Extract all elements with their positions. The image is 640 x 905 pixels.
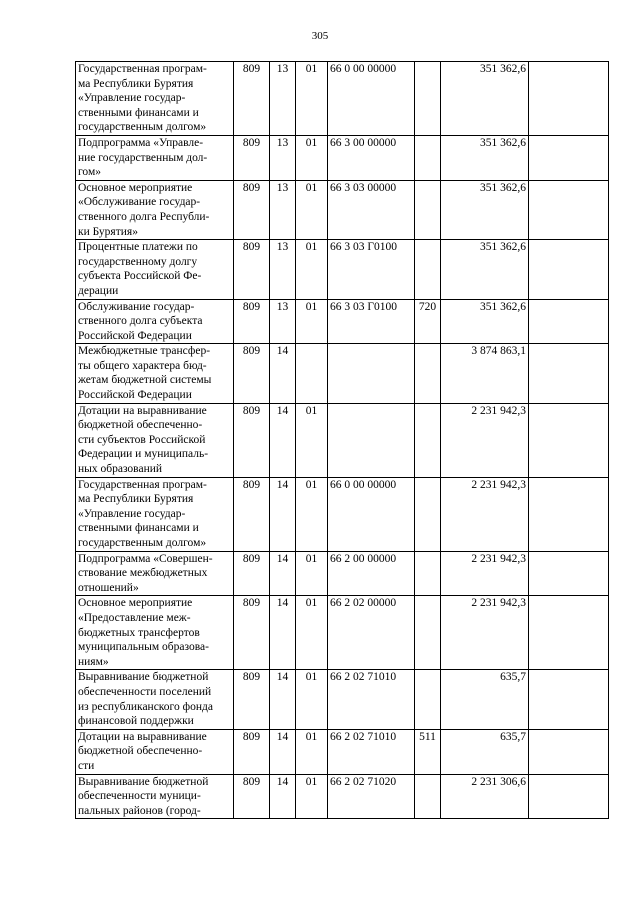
cell-name-line: бюджетных трансфертов	[78, 626, 200, 639]
cell-name	[76, 299, 234, 344]
cell-name	[76, 670, 234, 729]
cell-name-line: ственными финансами и	[78, 106, 199, 119]
cell-name-line: из республиканского фонда	[78, 700, 213, 713]
cell-amount: 351 362,6	[441, 240, 529, 299]
table-body	[76, 62, 609, 819]
cell-name-line: государственному долгу	[78, 255, 198, 268]
cell-amount: 351 362,6	[441, 62, 529, 136]
cell-name-line: Российской Федерации	[78, 389, 192, 402]
table-row	[76, 729, 609, 774]
cell-name	[76, 344, 234, 403]
cell-name-line: ных образований	[78, 463, 163, 476]
cell-name-line: ниям»	[78, 655, 109, 668]
cell-name-line: пальных районов (город-	[78, 804, 201, 817]
cell-extra	[529, 299, 609, 344]
cell-amount: 351 362,6	[441, 135, 529, 180]
cell-name	[76, 240, 234, 299]
cell-section: 14	[270, 403, 296, 477]
page-number: 305	[311, 30, 329, 42]
cell-subsection: 01	[296, 240, 328, 299]
cell-expense-type	[415, 774, 441, 819]
cell-name-line: ма Республики Бурятия	[78, 493, 194, 506]
cell-name-line: Межбюджетные трансфер-	[78, 345, 211, 358]
cell-name-line: «Управление государ-	[78, 92, 186, 105]
cell-subsection: 01	[296, 62, 328, 136]
cell-name	[76, 774, 234, 819]
table-row	[76, 670, 609, 729]
cell-amount: 635,7	[441, 729, 529, 774]
cell-extra	[529, 596, 609, 670]
cell-name-line: обеспеченности поселений	[78, 685, 212, 698]
cell-target-article	[328, 403, 415, 477]
cell-ved: 809	[234, 596, 270, 670]
cell-extra	[529, 774, 609, 819]
cell-target-article: 66 3 03 00000	[328, 180, 415, 239]
cell-section: 14	[270, 551, 296, 596]
cell-name-line: Дотации на выравнивание	[78, 404, 207, 417]
cell-ved: 809	[234, 551, 270, 596]
cell-ved: 809	[234, 180, 270, 239]
cell-name-line: Федерации и муниципаль-	[78, 448, 209, 461]
cell-name-line: отношений»	[78, 581, 139, 594]
cell-extra	[529, 551, 609, 596]
cell-name-line: сти	[78, 759, 95, 772]
cell-subsection: 01	[296, 774, 328, 819]
cell-name-line: бюджетной обеспеченно-	[78, 419, 203, 432]
cell-target-article: 66 3 00 00000	[328, 135, 415, 180]
cell-name-line: Государственная програм-	[78, 478, 207, 491]
table-row	[76, 596, 609, 670]
cell-section: 14	[270, 774, 296, 819]
cell-name	[76, 596, 234, 670]
cell-amount: 2 231 306,6	[441, 774, 529, 819]
cell-name-line: бюджетной обеспеченно-	[78, 745, 203, 758]
cell-amount: 635,7	[441, 670, 529, 729]
cell-section: 13	[270, 240, 296, 299]
cell-section: 14	[270, 670, 296, 729]
cell-section: 14	[270, 477, 296, 551]
cell-subsection: 01	[296, 135, 328, 180]
cell-expense-type: 511	[415, 729, 441, 774]
cell-name	[76, 729, 234, 774]
cell-name-line: Процентные платежи по	[78, 241, 198, 254]
cell-amount: 2 231 942,3	[441, 403, 529, 477]
cell-section: 13	[270, 180, 296, 239]
cell-expense-type	[415, 62, 441, 136]
cell-expense-type	[415, 477, 441, 551]
cell-name-line: Выравнивание бюджетной	[78, 775, 209, 788]
cell-extra	[529, 240, 609, 299]
cell-expense-type: 720	[415, 299, 441, 344]
table-row	[76, 180, 609, 239]
cell-ved: 809	[234, 62, 270, 136]
cell-section: 14	[270, 596, 296, 670]
cell-ved: 809	[234, 299, 270, 344]
cell-name-line: Выравнивание бюджетной	[78, 671, 209, 684]
cell-subsection: 01	[296, 403, 328, 477]
cell-section: 14	[270, 729, 296, 774]
cell-target-article	[328, 344, 415, 403]
cell-amount: 2 231 942,3	[441, 551, 529, 596]
table-row	[76, 774, 609, 819]
cell-section: 14	[270, 344, 296, 403]
cell-name	[76, 62, 234, 136]
cell-name	[76, 403, 234, 477]
cell-extra	[529, 729, 609, 774]
cell-name-line: обеспеченности муници-	[78, 790, 201, 803]
cell-ved: 809	[234, 344, 270, 403]
cell-extra	[529, 344, 609, 403]
cell-expense-type	[415, 551, 441, 596]
budget-table	[75, 61, 609, 819]
cell-expense-type	[415, 403, 441, 477]
cell-target-article: 66 3 03 Г0100	[328, 240, 415, 299]
cell-name-line: Дотации на выравнивание	[78, 730, 207, 743]
cell-expense-type	[415, 596, 441, 670]
cell-ved: 809	[234, 670, 270, 729]
cell-target-article: 66 2 02 71020	[328, 774, 415, 819]
cell-subsection: 01	[296, 299, 328, 344]
cell-expense-type	[415, 135, 441, 180]
cell-name-line: Обслуживание государ-	[78, 300, 195, 313]
cell-target-article: 66 3 03 Г0100	[328, 299, 415, 344]
cell-subsection: 01	[296, 477, 328, 551]
cell-name-line: ты общего характера бюд-	[78, 359, 207, 372]
cell-name	[76, 551, 234, 596]
cell-target-article: 66 2 02 00000	[328, 596, 415, 670]
cell-expense-type	[415, 240, 441, 299]
cell-target-article: 66 2 00 00000	[328, 551, 415, 596]
cell-name-line: муниципальным образова-	[78, 641, 209, 654]
cell-name-line: «Управление государ-	[78, 507, 186, 520]
cell-subsection: 01	[296, 729, 328, 774]
cell-name-line: ки Бурятия»	[78, 225, 138, 238]
cell-expense-type	[415, 180, 441, 239]
cell-name-line: жетам бюджетной системы	[78, 374, 212, 387]
cell-amount: 3 874 863,1	[441, 344, 529, 403]
cell-name-line: ственными финансами и	[78, 522, 199, 535]
cell-ved: 809	[234, 774, 270, 819]
cell-extra	[529, 135, 609, 180]
cell-amount: 2 231 942,3	[441, 477, 529, 551]
cell-target-article: 66 2 02 71010	[328, 670, 415, 729]
cell-name	[76, 180, 234, 239]
cell-name-line: Подпрограмма «Совершен-	[78, 552, 213, 565]
cell-name-line: Основное мероприятие	[78, 181, 193, 194]
cell-extra	[529, 403, 609, 477]
cell-name	[76, 477, 234, 551]
cell-extra	[529, 180, 609, 239]
cell-amount: 351 362,6	[441, 299, 529, 344]
cell-target-article: 66 0 00 00000	[328, 477, 415, 551]
cell-name-line: государственным долгом»	[78, 121, 207, 134]
cell-name	[76, 135, 234, 180]
cell-name-line: сти субъектов Российской	[78, 433, 206, 446]
cell-name-line: Государственная програм-	[78, 63, 207, 75]
cell-target-article: 66 2 02 71010	[328, 729, 415, 774]
cell-subsection: 01	[296, 180, 328, 239]
cell-name-line: Российской Федерации	[78, 329, 192, 342]
cell-ved: 809	[234, 240, 270, 299]
cell-amount: 351 362,6	[441, 180, 529, 239]
cell-name-line: «Предоставление меж-	[78, 611, 191, 624]
cell-section: 13	[270, 299, 296, 344]
table-row	[76, 135, 609, 180]
cell-name-line: Подпрограмма «Управле-	[78, 136, 204, 149]
cell-name-line: ственного долга Республи-	[78, 210, 210, 223]
table-row	[76, 240, 609, 299]
cell-expense-type	[415, 344, 441, 403]
cell-amount: 2 231 942,3	[441, 596, 529, 670]
cell-subsection: 01	[296, 596, 328, 670]
cell-name-line: ственного долга субъекта	[78, 315, 203, 328]
cell-name-line: дерации	[78, 284, 119, 297]
table-row	[76, 299, 609, 344]
cell-target-article: 66 0 00 00000	[328, 62, 415, 136]
table-row	[76, 477, 609, 551]
table-row	[76, 344, 609, 403]
cell-ved: 809	[234, 135, 270, 180]
cell-ved: 809	[234, 729, 270, 774]
cell-subsection	[296, 344, 328, 403]
cell-section: 13	[270, 62, 296, 136]
cell-ved: 809	[234, 477, 270, 551]
cell-name-line: гом»	[78, 166, 101, 179]
cell-name-line: финансовой поддержки	[78, 715, 194, 728]
table-row	[76, 551, 609, 596]
cell-name-line: «Обслуживание государ-	[78, 196, 201, 209]
cell-ved: 809	[234, 403, 270, 477]
cell-expense-type	[415, 670, 441, 729]
cell-name-line: Основное мероприятие	[78, 597, 193, 610]
cell-extra	[529, 670, 609, 729]
cell-subsection: 01	[296, 670, 328, 729]
cell-subsection: 01	[296, 551, 328, 596]
cell-extra	[529, 62, 609, 136]
cell-name-line: ма Республики Бурятия	[78, 77, 194, 90]
cell-name-line: субъекта Российской Фе-	[78, 270, 202, 283]
cell-name-line: ствование межбюджетных	[78, 567, 208, 580]
table-row	[76, 62, 609, 136]
cell-extra	[529, 477, 609, 551]
cell-name-line: государственным долгом»	[78, 537, 207, 549]
cell-name-line: ние государственным дол-	[78, 151, 208, 164]
table-row	[76, 403, 609, 477]
cell-section: 13	[270, 135, 296, 180]
